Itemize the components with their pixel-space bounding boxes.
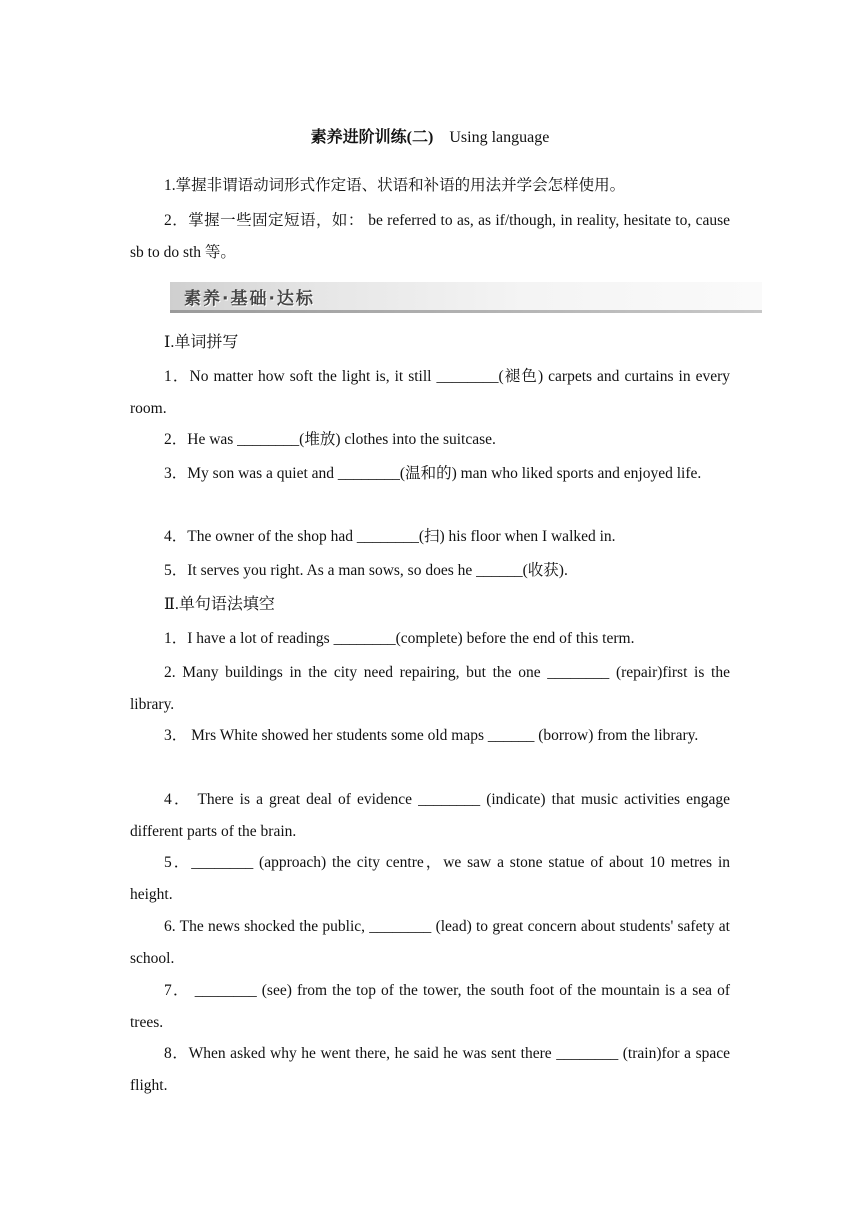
title-english: Using language: [449, 129, 550, 146]
grammar-item-5: 5．________ (approach) the city centre，we saw a stone statue of about 10 metres in height.: [130, 854, 730, 903]
section-1-heading: Ⅰ.单词拼写: [164, 334, 239, 351]
section-banner: [170, 282, 762, 314]
title-chinese: 素养进阶训练(二): [310, 129, 434, 146]
spelling-item-5: 5．It serves you right. As a man sows, so does he ______(收获).: [164, 562, 568, 579]
objective-1: 1.掌握非谓语动词形式作定语、状语和补语的用法并学会怎样使用。: [164, 177, 626, 194]
grammar-item-4: 4． There is a great deal of evidence ________ (indicate) that music activities engage different parts of the brain.: [130, 791, 730, 840]
banner-underline: [170, 310, 762, 313]
page-title: [0, 124, 860, 147]
grammar-item-7: 7． ________ (see) from the top of the tower, the south foot of the mountain is a sea of trees.: [130, 982, 730, 1031]
grammar-item-6: 6. The news shocked the public, ________ (lead) to great concern about students' safety at school.: [130, 918, 730, 967]
section-2-heading: Ⅱ.单句语法填空: [164, 596, 275, 613]
grammar-item-1: 1．I have a lot of readings ________(complete) before the end of this term.: [164, 630, 635, 647]
grammar-item-3: 3． Mrs White showed her students some old maps ______ (borrow) from the library.: [164, 727, 699, 744]
grammar-item-2: 2. Many buildings in the city need repairing, but the one ________ (repair)first is the library.: [130, 664, 730, 713]
banner-label: 素养·基础·达标: [184, 289, 315, 309]
spelling-item-2: 2．He was ________(堆放) clothes into the suitcase.: [164, 431, 496, 448]
spelling-item-3: 3．My son was a quiet and ________(温和的) man who liked sports and enjoyed life.: [164, 465, 702, 482]
spelling-item-4: 4．The owner of the shop had ________(扫) his floor when I walked in.: [164, 528, 616, 545]
spelling-item-1: 1．No matter how soft the light is, it still ________(褪色) carpets and curtains in every room.: [130, 368, 730, 417]
objective-2: 2．掌握一些固定短语，如： be referred to as, as if/though, in reality, hesitate to, cause sb to do sth 等。: [130, 212, 730, 261]
grammar-item-8: 8．When asked why he went there, he said he was sent there ________ (train)for a space flight.: [130, 1045, 730, 1094]
